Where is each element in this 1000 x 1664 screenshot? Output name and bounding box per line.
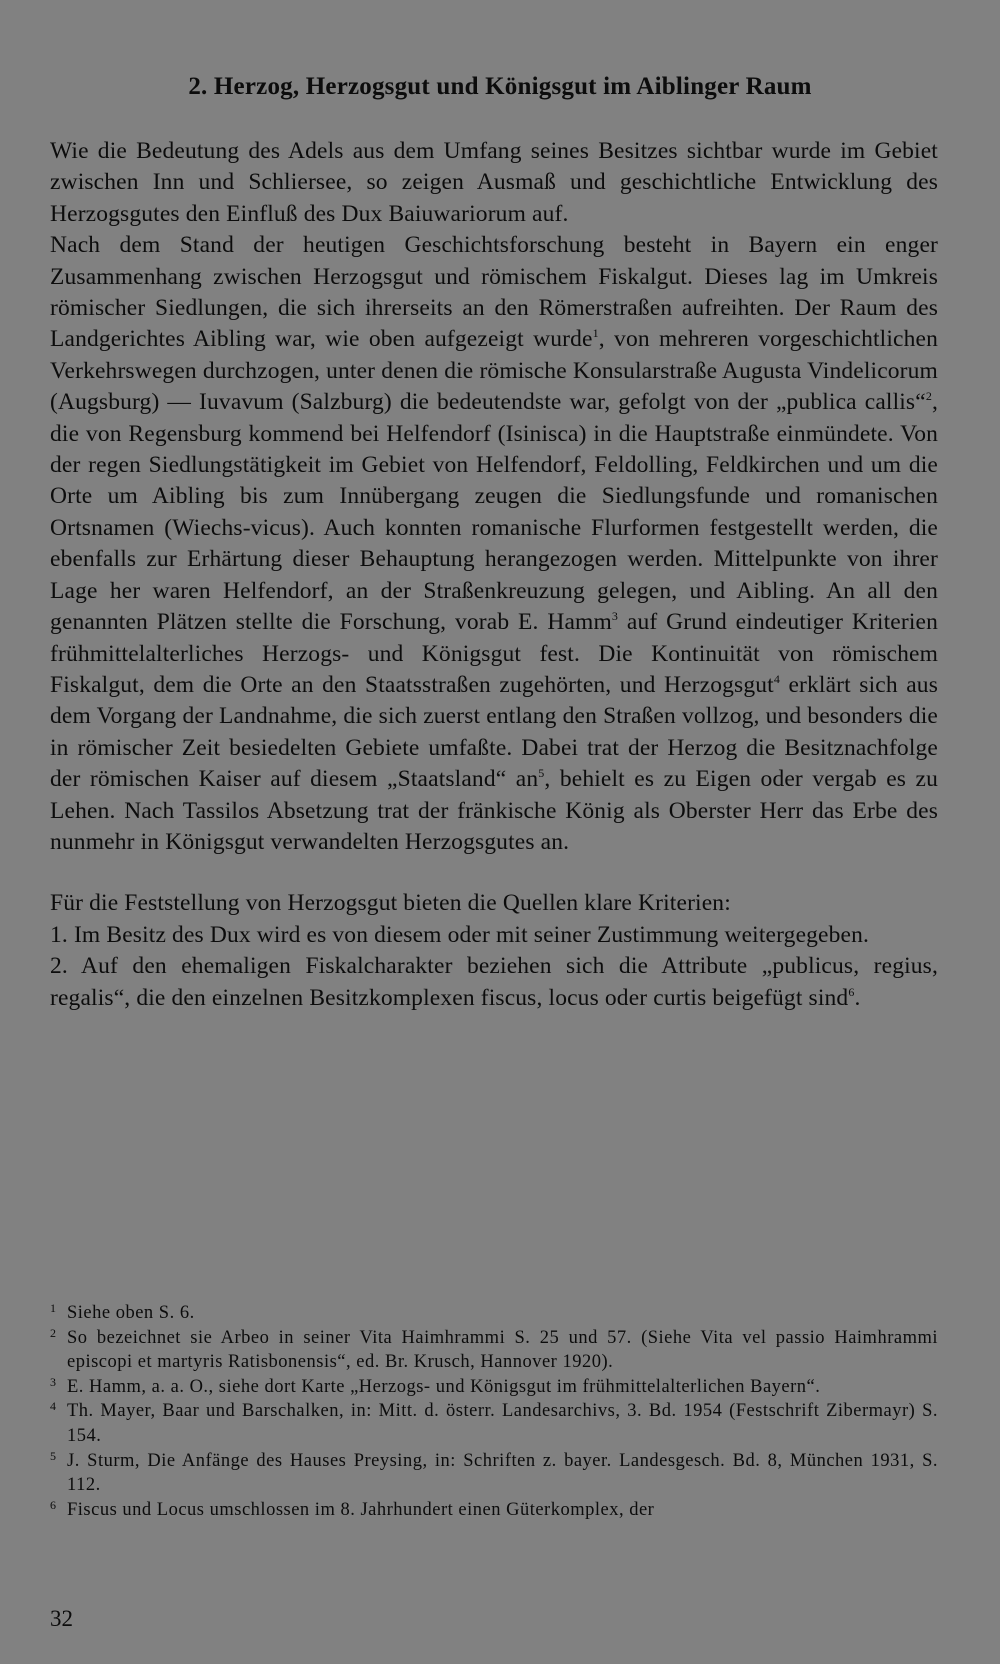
text-run: Wie die Bedeutung des Adels aus dem Umfang seines Besitzes sichtbar wurde im Gebiet zwischen Inn und Schliersee, so zeigen Ausmaß und geschichtliche Entwicklung des Herzogsgutes den Einfluß des Dux Baiuwariorum auf.	[50, 138, 938, 227]
footnote	[50, 1301, 938, 1326]
footnote-text: E. Hamm, a. a. O., siehe dort Karte „Herzogs- und Königsgut im frühmittelalterlichen Bayern“.	[67, 1376, 821, 1397]
page-number: 32	[50, 1606, 73, 1631]
paragraph-criterion-1	[50, 920, 938, 951]
footnote-reference: 1	[592, 326, 599, 341]
footnote	[50, 1498, 938, 1523]
paragraph-main	[50, 230, 938, 858]
footnote	[50, 1399, 938, 1448]
text-run: , die von Regensburg kommend bei Helfendorf (Isinisca) in die Hauptstraße einmündete. Von der regen Siedlungstätigkeit im Gebiet von Helfendorf, Feldolling, Feldkirchen und um die Orte um Aibling bis zum Innübergang zeugen die Siedlungsfunde und romanischen Ortsnamen (Wiechs-vicus). Auch konnten romanische Flurformen festgestellt werden, die ebenfalls zur Erhärtung dieser Behauptung herangezogen werden. Mittelpunkte von ihrer Lage her waren Helfendorf, an der Straßenkreuzung gelegen, und Aibling. An all den genannten Plätzen stellte die Forschung, vorab E. Hamm	[50, 389, 938, 636]
footnote-mark: 4	[50, 1399, 57, 1414]
text-run: .	[854, 984, 861, 1011]
footnote	[50, 1449, 938, 1498]
footnote-reference: 2	[925, 389, 932, 404]
section-heading: 2. Herzog, Herzogsgut und Königsgut im Aiblinger Raum	[188, 73, 812, 100]
footnote-reference: 4	[773, 671, 780, 686]
footnote-text: J. Sturm, Die Anfänge des Hauses Preysing, in: Schriften z. bayer. Landesgesch. Bd. 8, München 1931, S. 112.	[67, 1450, 938, 1496]
footnote-reference: 6	[848, 984, 855, 999]
text-run: , behielt es zu Eigen oder vergab es zu Lehen. Nach Tassilos Absetzung trat der fränkische König als Oberster Herr das Erbe des nunmehr in Königsgut verwandelten Herzogsgutes an.	[50, 766, 938, 855]
text-run: , von mehreren vorgeschichtlichen Verkehrswegen durchzogen, unter denen die römische Konsularstraße Augusta Vindelicorum (Augsburg) — Iuvavum (Salzburg) die bedeutendste war, gefolgt von der „publica callis“	[50, 326, 938, 416]
footnote-reference: 5	[538, 766, 545, 781]
text-run: auf Grund eindeutiger Kriterien frühmittelalterliches Herzogs- und Königsgut fest. Die Kontinuität von römischem Fiskalgut, dem die Orte an den Staatsstraßen zugehörten, und Herzogsgut	[50, 609, 938, 698]
footnote-reference: 3	[611, 609, 619, 624]
footnote-text: Th. Mayer, Baar und Barschalken, in: Mitt. d. österr. Landesarchivs, 3. Bd. 1954 (Festschrift Zibermayr) S. 154.	[67, 1401, 938, 1446]
footnote-mark: 6	[50, 1497, 57, 1512]
text-run: Für die Feststellung von Herzogsgut bieten die Quellen klare Kriterien:	[50, 890, 731, 917]
text-run: erklärt sich aus dem Vorgang der Landnahme, die sich zuerst entlang den Straßen vollzog, und besonders die in römischer Zeit besiedelten Gebiete umfaßte. Dabei trat der Herzog die Besitznachfolge der römischen Kaiser auf diesem „Staatsland“ an	[50, 671, 938, 793]
footnote-text: So bezeichnet sie Arbeo in seiner Vita Haimhrammi S. 25 und 57. (Siehe Vita vel passio Haimhrammi episcopi et martyris Ratisbonensis“, ed. Br. Krusch, Hannover 1920).	[67, 1327, 938, 1373]
paragraph-criterion-2	[50, 951, 938, 1014]
footnote-text: Siehe oben S. 6.	[67, 1303, 195, 1323]
paragraph-criteria-intro	[50, 888, 938, 919]
footnote-text: Fiscus und Locus umschlossen im 8. Jahrhundert einen Güterkomplex, der	[67, 1499, 655, 1520]
footnote-mark: 3	[50, 1374, 57, 1389]
text-run: 2. Auf den ehemaligen Fiskalcharakter beziehen sich die Attribute „publicus, regius, regalis“, die den einzelnen Besitzkomplexen fiscus, locus oder curtis beigefügt sind	[50, 953, 938, 1011]
text-run: Nach dem Stand der heutigen Geschichtsforschung besteht in Bayern ein enger Zusammenhang zwischen Herzogsgut und römischem Fiskalgut. Dieses lag im Umkreis römischer Siedlungen, die sich ihrerseits an den Römerstraßen aufreihten. Der Raum des Landgerichtes Aibling war, wie oben aufgezeigt wurde	[50, 232, 938, 353]
footnote-mark: 5	[50, 1448, 57, 1463]
footnote	[50, 1375, 938, 1400]
paragraph-intro	[50, 136, 938, 230]
footnote-mark: 2	[50, 1325, 57, 1340]
book-page	[50, 0, 938, 1664]
footnote-mark: 1	[50, 1301, 57, 1315]
text-run: 1. Im Besitz des Dux wird es von diesem oder mit seiner Zustimmung weitergegeben.	[50, 921, 870, 948]
footnotes	[50, 1301, 938, 1522]
footnote	[50, 1326, 938, 1375]
body-text	[50, 136, 938, 1014]
